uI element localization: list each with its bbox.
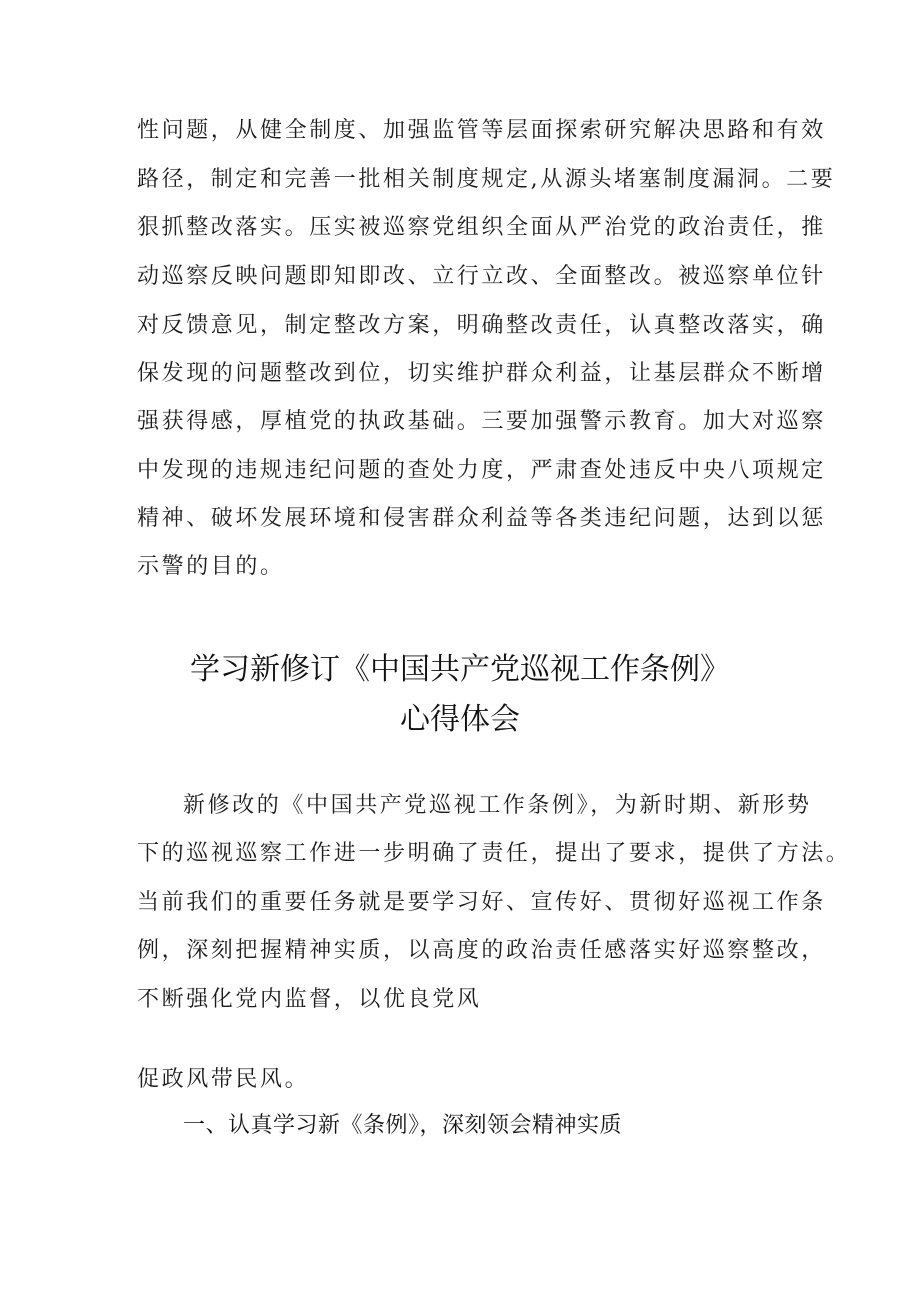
body-text-line: 下的巡视巡察工作进一步明确了责任，提出了要求，提供了方法。 xyxy=(137,841,851,866)
body-text-line: 不断强化党内监督，以优良党风 xyxy=(137,987,482,1012)
body-text-line: 中发现的违规违纪问题的查处力度，严肃查处违反中央八项规定 xyxy=(137,458,826,483)
body-text-line: 对反馈意见，制定整改方案，明确整改责任，认真整改落实，确 xyxy=(137,313,826,338)
section-heading: 一、认真学习新《条例》，深刻领会精神实质 xyxy=(183,1113,623,1138)
body-text-line: 路径，制定和完善一批相关制度规定,从源头堵塞制度漏洞。二要 xyxy=(137,167,836,192)
body-text-line: 狠抓整改落实。压实被巡察党组织全面从严治党的政治责任，推 xyxy=(137,215,826,240)
page-title-line-two: 心得体会 xyxy=(400,702,520,737)
body-text-line: 动巡察反映问题即知即改、立行立改、全面整改。被巡察单位针 xyxy=(137,264,826,289)
body-text-line: 促政风带民风。 xyxy=(137,1067,310,1092)
body-text-line: 性问题，从健全制度、加强监管等层面探索研究解决思路和有效 xyxy=(137,118,826,143)
page-title-line-one: 学习新修订《中国共产党巡视工作条例》 xyxy=(190,652,730,687)
body-text-line: 示警的目的。 xyxy=(137,554,285,579)
body-text-line: 保发现的问题整改到位，切实维护群众利益，让基层群众不断增 xyxy=(137,361,826,386)
body-text-line: 强获得感，厚植党的执政基础。三要加强警示教育。加大对巡察 xyxy=(137,409,826,434)
body-text-line: 精神、破坏发展环境和侵害群众利益等各类违纪问题，达到以惩 xyxy=(137,506,826,531)
body-text-line: 新修改的《中国共产党巡视工作条例》，为新时期、新形势 xyxy=(183,793,812,818)
body-text-line: 例，深刻把握精神实质，以高度的政治责任感落实好巡察整改， xyxy=(137,938,826,963)
body-text-line: 当前我们的重要任务就是要学习好、宣传好、贯彻好巡视工作条 xyxy=(137,890,826,915)
